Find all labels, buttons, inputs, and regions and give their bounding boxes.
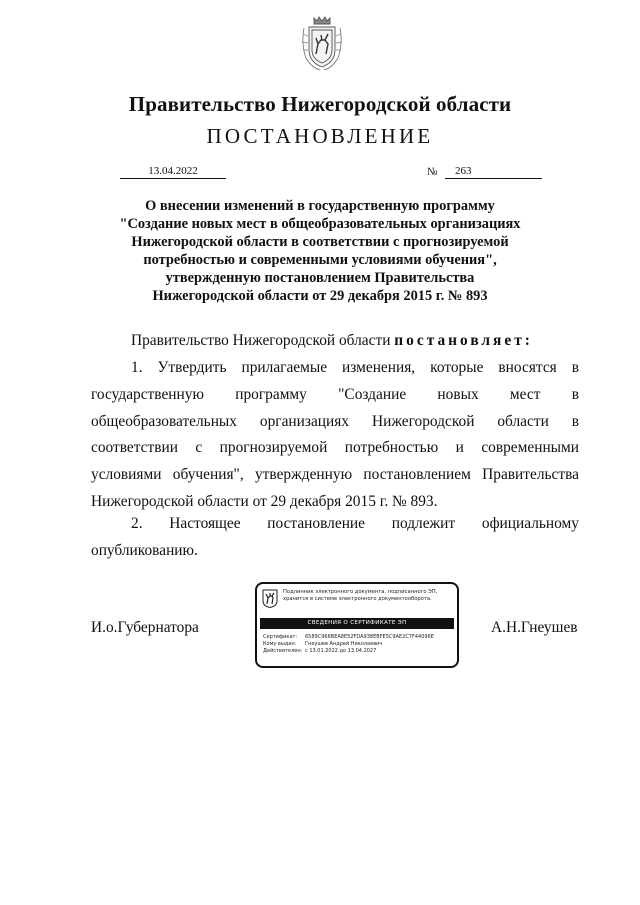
issued-to-label: Кому выдан: [263, 641, 297, 647]
document-number: 263 [455, 165, 472, 177]
paragraph-2 [91, 511, 579, 565]
preamble [131, 328, 533, 355]
number-label: № [427, 166, 438, 178]
electronic-signature-stamp [255, 582, 459, 668]
subject-line: Нижегородской области в соответствии с прогнозируемой [131, 234, 509, 250]
validity-row [263, 648, 376, 655]
subject-line: утвержденную постановлением Правительства [165, 270, 475, 286]
paragraph-1-text: 1. Утвердить прилагаемые изменения, которые вносятся в государственную программу "Создание новых мест в общеобразовательных организациях Нижегородской области в соответствии с прогнозируемой потребностью и современными условиями обучения", утвержденную постановлением Правительства Нижегородской области от 29 декабря 2015 г. № 893. [91, 359, 579, 510]
coat-of-arms-icon [300, 14, 344, 72]
certificate-row [263, 634, 434, 641]
document-type: ПОСТАНОВЛЕНИЕ [206, 124, 434, 148]
issued-to-value: Гнеушев Андрей Николаевич [305, 641, 383, 647]
validity-label: Действителен: [263, 648, 303, 654]
preamble-verb: постановляет: [394, 332, 533, 349]
paragraph-1 [91, 355, 579, 516]
subject-line: "Создание новых мест в общеобразовательных организациях [119, 216, 521, 232]
subject-line: Нижегородской области от 29 декабря 2015 г. № 893 [152, 288, 488, 304]
certificate-value: 6589C966BEA8E52FDA938EBFE5C9AE2C7F44096E [305, 634, 434, 640]
signatory-position: И.о.Губернатора [91, 619, 199, 636]
subject-line: потребностью и современными условиями обучения", [143, 252, 497, 268]
issued-to-row [263, 641, 382, 648]
preamble-subject: Правительство Нижегородской области [131, 332, 391, 349]
document-number-field [445, 165, 542, 179]
stamp-note: Подлинник электронного документа, подписанного ЭП, хранится в системе электронного документооборота. [283, 589, 438, 602]
subject-line: О внесении изменений в государственную программу [145, 198, 495, 214]
document-subject [90, 197, 550, 305]
signatory-name: А.Н.Гнеушев [491, 619, 578, 636]
document-date: 13.04.2022 [120, 165, 226, 179]
deer-emblem-icon [262, 589, 278, 608]
stamp-banner: СВЕДЕНИЯ О СЕРТИФИКАТЕ ЭП [260, 618, 454, 629]
paragraph-2-text: 2. Настоящее постановление подлежит официальному опубликованию. [91, 515, 579, 559]
certificate-label: Сертификат: [263, 634, 298, 640]
government-title: Правительство Нижегородской области [128, 92, 512, 116]
validity-value: с 13.01.2022 до 13.04.2027 [305, 648, 377, 654]
